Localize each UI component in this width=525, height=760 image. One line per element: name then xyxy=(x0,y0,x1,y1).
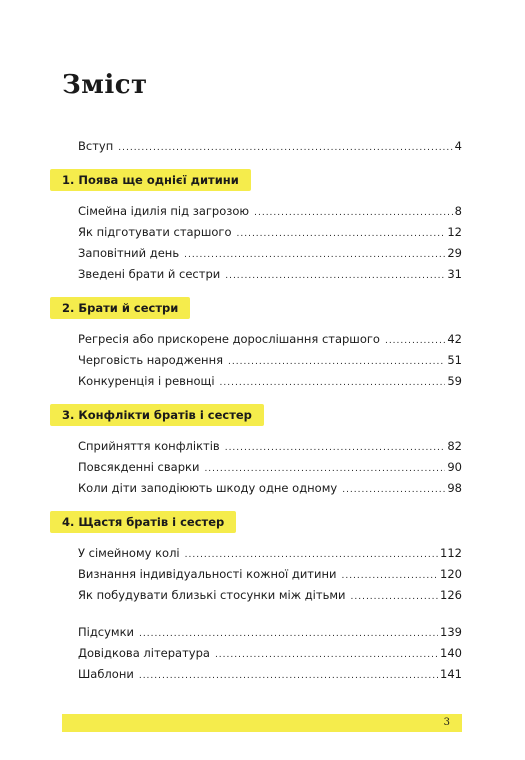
toc-entry-label: Конкуренція і ревнощі xyxy=(78,374,215,388)
chapter-title: 1. Поява ще однієї дитини xyxy=(50,169,251,191)
toc-entry-label: Регресія або прискорене дорослішання старшого xyxy=(78,332,380,346)
toc-entry-back-matter[interactable] xyxy=(62,622,462,643)
dot-leader xyxy=(118,138,452,159)
toc-entry-page: 140 xyxy=(440,646,462,660)
dot-leader xyxy=(225,438,446,459)
toc-entry-label: Вступ xyxy=(78,139,114,153)
toc-entry[interactable] xyxy=(62,201,462,222)
toc-entry-label: Сімейна ідилія під загрозою xyxy=(78,204,250,218)
dot-leader xyxy=(228,352,445,373)
toc-entry-page: 90 xyxy=(447,460,462,474)
toc-entry-page: 4 xyxy=(454,139,462,153)
chapter-heading-1[interactable] xyxy=(62,169,462,191)
spacer xyxy=(62,606,462,622)
toc-entry[interactable] xyxy=(62,264,462,285)
toc-entry[interactable] xyxy=(62,478,462,499)
toc-entry-page: 51 xyxy=(447,353,462,367)
dot-leader xyxy=(139,624,438,645)
toc-entry-back-matter[interactable] xyxy=(62,643,462,664)
chapter-title: 3. Конфлікти братів і сестер xyxy=(50,404,264,426)
toc-entry-label: Визнання індивідуальності кожної дитини xyxy=(78,567,337,581)
page-number: 3 xyxy=(443,717,450,728)
toc-entry-page: 141 xyxy=(440,667,462,681)
chapter-title: 2. Брати й сестри xyxy=(50,297,190,319)
toc-entry[interactable] xyxy=(62,329,462,350)
dot-leader xyxy=(220,373,446,394)
toc-entry-label: У сімейному колі xyxy=(78,546,180,560)
toc-entry[interactable] xyxy=(62,371,462,392)
toc-entry[interactable] xyxy=(62,585,462,606)
dot-leader xyxy=(204,459,445,480)
toc-entry-intro[interactable] xyxy=(62,136,462,157)
toc-entry-label: Довідкова література xyxy=(78,646,210,660)
dot-leader xyxy=(342,480,445,501)
toc-entry-back-matter[interactable] xyxy=(62,664,462,685)
toc-entry-label: Повсякденні сварки xyxy=(78,460,200,474)
toc-entry-page: 59 xyxy=(447,374,462,388)
chapter-title: 4. Щастя братів і сестер xyxy=(50,511,236,533)
toc-entry[interactable] xyxy=(62,243,462,264)
dot-leader xyxy=(184,245,445,266)
toc-entry-page: 29 xyxy=(447,246,462,260)
toc-entry-page: 42 xyxy=(447,332,462,346)
page-title: Зміст xyxy=(62,70,148,100)
toc-entry-label: Коли діти заподіюють шкоду одне одному xyxy=(78,481,338,495)
toc-entry-label: Шаблони xyxy=(78,667,134,681)
toc-entry-label: Як побудувати близькі стосунки між дітьми xyxy=(78,588,346,602)
dot-leader xyxy=(237,224,446,245)
chapter-heading-3[interactable] xyxy=(62,404,462,426)
dot-leader xyxy=(139,666,438,687)
toc-entry[interactable] xyxy=(62,436,462,457)
toc-entry-page: 126 xyxy=(440,588,462,602)
table-of-contents xyxy=(62,136,462,685)
toc-entry-page: 112 xyxy=(440,546,462,560)
toc-entry-label: Сприйняття конфліктів xyxy=(78,439,220,453)
toc-entry-page: 139 xyxy=(440,625,462,639)
toc-entry-page: 31 xyxy=(447,267,462,281)
toc-entry[interactable] xyxy=(62,543,462,564)
toc-entry-label: Черговість народження xyxy=(78,353,224,367)
dot-leader xyxy=(185,545,438,566)
dot-leader xyxy=(254,203,453,224)
dot-leader xyxy=(351,587,439,608)
toc-entry-label: Зведені брати й сестри xyxy=(78,267,221,281)
toc-entry[interactable] xyxy=(62,350,462,371)
toc-entry-label: Підсумки xyxy=(78,625,135,639)
chapter-heading-4[interactable] xyxy=(62,511,462,533)
toc-entry-label: Як підготувати старшого xyxy=(78,225,232,239)
chapter-heading-2[interactable] xyxy=(62,297,462,319)
toc-entry-label: Заповітний день xyxy=(78,246,180,260)
footer-band xyxy=(62,714,462,732)
toc-entry-page: 8 xyxy=(454,204,462,218)
dot-leader xyxy=(341,566,438,587)
toc-entry-page: 98 xyxy=(447,481,462,495)
toc-entry[interactable] xyxy=(62,222,462,243)
toc-entry[interactable] xyxy=(62,564,462,585)
toc-entry-page: 120 xyxy=(440,567,462,581)
toc-entry-page: 82 xyxy=(447,439,462,453)
dot-leader xyxy=(215,645,438,666)
dot-leader xyxy=(385,331,445,352)
dot-leader xyxy=(225,266,445,287)
toc-entry[interactable] xyxy=(62,457,462,478)
toc-entry-page: 12 xyxy=(447,225,462,239)
